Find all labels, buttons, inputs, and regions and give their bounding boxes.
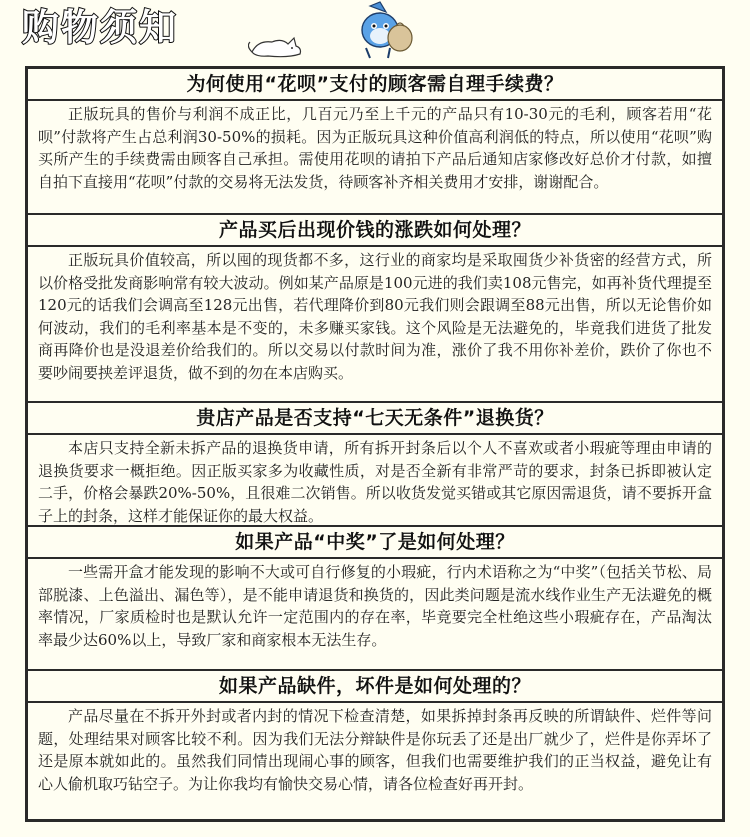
page-title: 购物须知: [22, 6, 178, 49]
section-body: 一些需开盒才能发现的影响不大或可自行修复的小瑕疵，行内术语称之为“中奖”（包括关节松、局部脱漆、上色溢出、漏色等），是不能申请退货和换货的，因此类问题是流水线作业生产无法避免的概率情况，厂家质检时也是默认允许一定范围内的存在率，毕竟要完全杜绝这些小瑕疵存在，产品淘汰率最少达60%以上，导致厂家和商家根本无法生存。: [38, 563, 712, 649]
section-body: 产品尽量在不拆开外封或者内封的情况下检查清楚，如果拆掉封条再反映的所谓缺件、烂件等问题，处理结果对顾客比较不利。因为我们无法分辩缺件是你玩丢了还是出厂就少了，烂件是你弄坏了还是原本就如此的。虽然我们同情出现闹心事的顾客，但我们也需要维护我们的正当权益，避免让有心人偷机取巧钻空子。为让你我均有愉快交易心情，请各位检查好再开封。: [38, 707, 712, 793]
section-huabei-fee: [28, 69, 722, 197]
section-title: 如果产品“中奖”了是如何处理？: [28, 527, 722, 559]
section-price-change: [28, 215, 722, 388]
notice-frame: [25, 66, 725, 822]
section-missing-parts: [28, 671, 722, 799]
section-title: 为何使用“花呗”支付的顾客需自理手续费？: [28, 69, 722, 101]
section-title: 贵店产品是否支持“七天无条件”退换货？: [28, 403, 722, 435]
section-body: 本店只支持全新未拆产品的退换货申请，所有拆开封条后以个人不喜欢或者小瑕疵等理由申请的退换货要求一概拒绝。因正版买家多为收藏性质，对是否全新有非常严苛的要求，封条已拆即被认定二手，价格会暴跌20%-50%，且很难二次销售。所以收货发觉买错或其它原因需退货，请不要拆开盒子上的封条，这样才能保证你的最大权益。: [38, 439, 712, 525]
section-body: 正版玩具价值较高，所以囤的现货都不多，这行业的商家均是采取囤货少补货密的经营方式，所以价格受批发商影响常有较大波动。例如某产品原是100元进的我们卖108元售完，如再补货代理提至120元的话我们会调高至128元出售，若代理降价到80元我们则会跟调至88元出售，所以无论售价如何波动，我们的毛利率基本是不变的，未多赚买家钱。这个风险是无法避免的，毕竟我们进货了批发商再降价也是没退差价给我们的。所以交易以付款时间为准，涨价了我不用你补差价，跌价了你也不要吵闹要挟差评退货，做不到的勿在本店购买。: [38, 251, 712, 382]
section-seven-day-return: [28, 403, 722, 531]
section-title: 产品买后出现价钱的涨跌如何处理？: [28, 215, 722, 247]
cat-illustration: [248, 30, 308, 60]
section-body: 正版玩具的售价与利润不成正比，几百元乃至上千元的产品只有10-30元的毛利，顾客若用“花呗”付款将产生占总利润30-50%的损耗。因为正版玩具这种价值高利润低的特点，所以使用“花呗”购买所产生的手续费需由顾客自己承担。需使用花呗的请拍下产品后通知店家修改好总价才付款，如擅自拍下直接用“花呗”付款的交易将无法发货，待顾客补齐相关费用才安排，谢谢配合。: [38, 105, 712, 191]
section-defect-lottery: [28, 527, 722, 655]
header-banner: [0, 0, 750, 62]
section-title: 如果产品缺件，坏件是如何处理的？: [28, 671, 722, 703]
mascot-illustration: [340, 0, 420, 62]
